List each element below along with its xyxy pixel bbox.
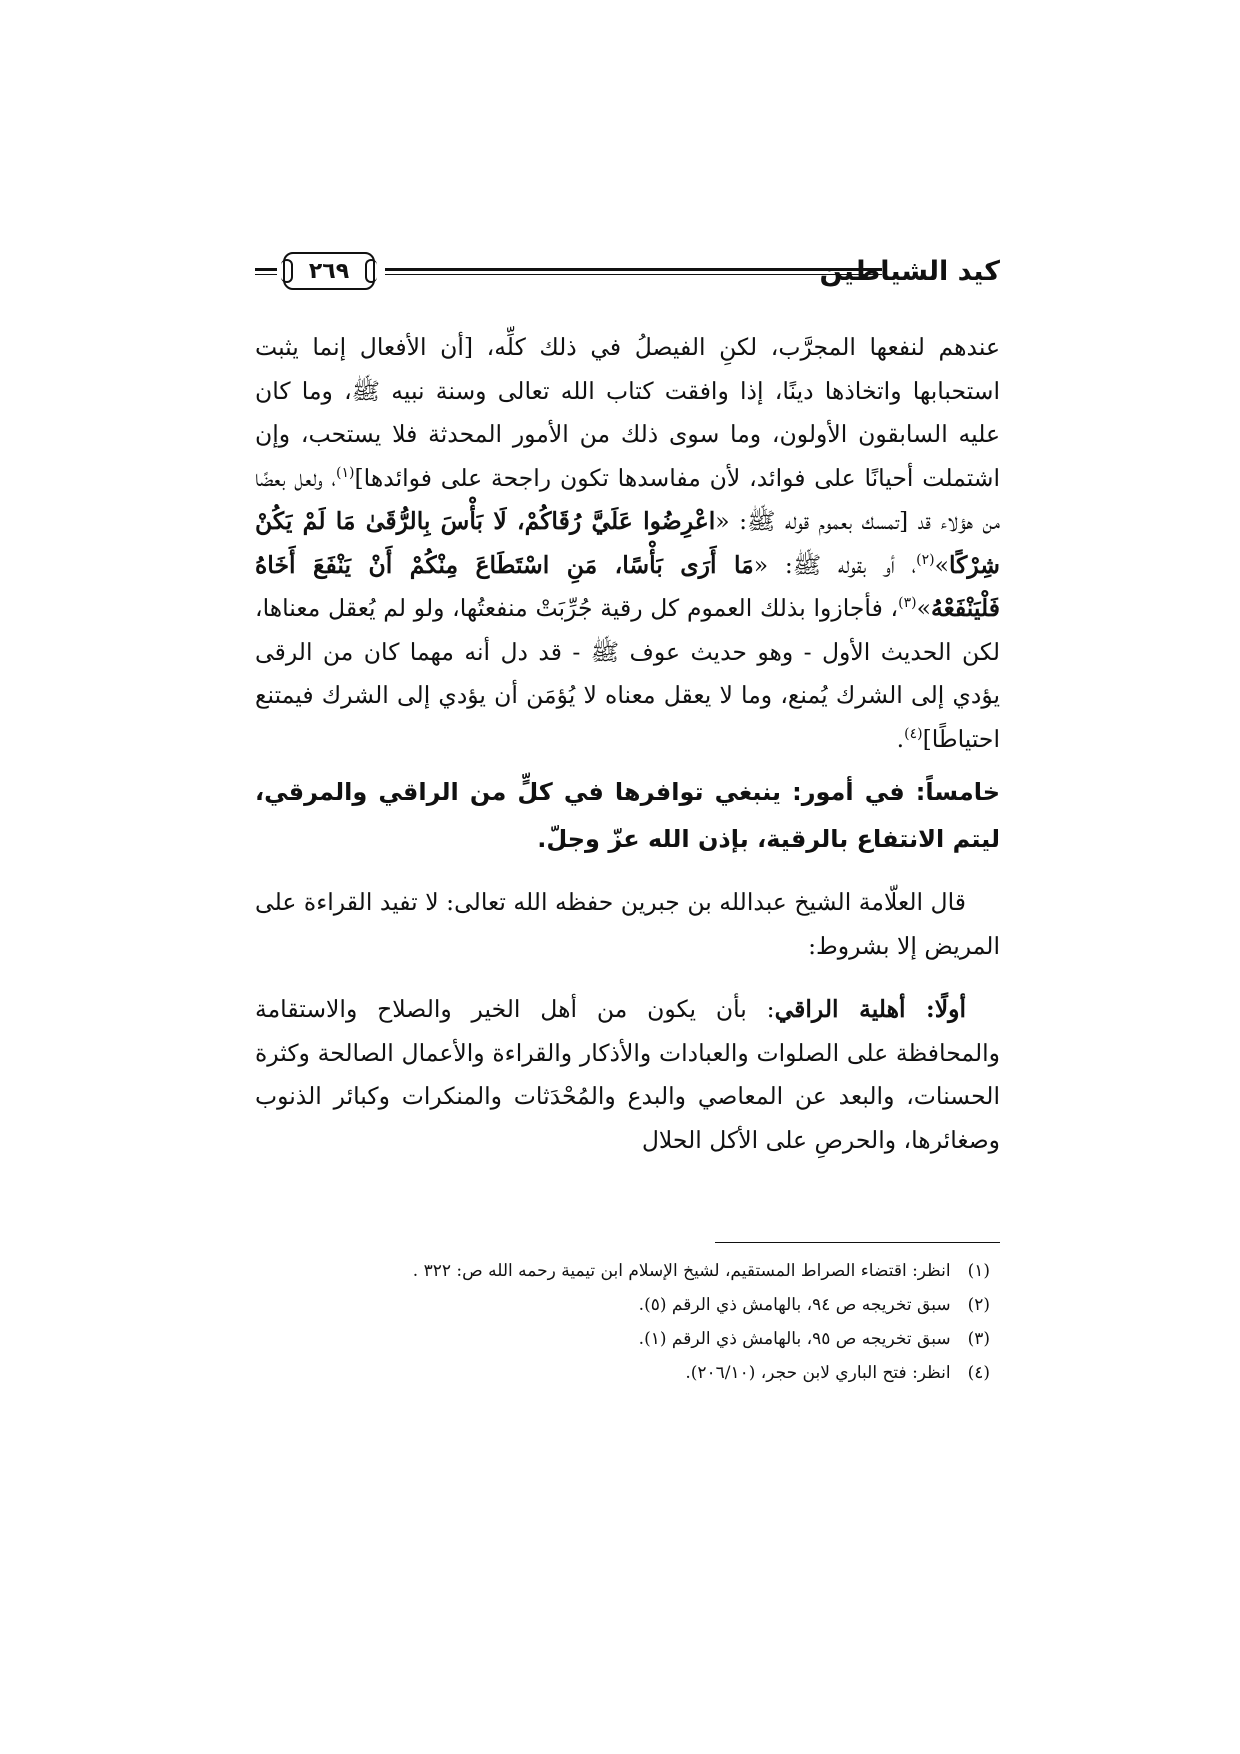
text-run: »	[934, 550, 949, 579]
text-run: ، أو بقوله ﷺ: «	[753, 550, 917, 579]
footnotes-list	[290, 1254, 990, 1390]
body-text	[255, 326, 1000, 1162]
footnote-number: (٤)	[967, 1363, 990, 1383]
footnote-text: سبق تخريجه ص ٩٥، بالهامش ذي الرقم (١).	[638, 1329, 951, 1349]
text-run: ، فأجازوا بذلك العموم كل رقية جُرِّبَتْ منفعتُها، ولو لم يُعقل معناها، لكن الحديث الأول - وهو حديث عوف ﷺ - قد دل أنه مهما كان من الرقى يؤدي إلى الشرك يُمنع، وما لا يعقل معناه لا يُؤمَن أن يؤدي إلى الشرك فيمتنع احتياطًا]	[255, 594, 1000, 753]
condition-text: : بأن يكون من أهل الخير والصلاح والاستقامة والمحافظة على الصلوات والعبادات والأذكار والقراءة والأعمال الصالحة وكثرة الحسنات، والبعد عن المعاصي والبدع والمُحْدَثات والمنكرات وكبائر الذنوب وصغائرها، والحرصِ على الأكل الحلال	[255, 995, 1000, 1154]
page-number-badge	[283, 252, 375, 290]
text-run: »	[916, 594, 931, 622]
footnote-text: انظر: اقتضاء الصراط المستقيم، لشيخ الإسلام ابن تيمية رحمه الله ص: ٣٢٢ .	[412, 1261, 951, 1281]
footnote-number: (٢)	[967, 1295, 990, 1315]
header-rule-tail	[255, 268, 277, 275]
footnote-item	[290, 1356, 990, 1390]
footnote-number: (١)	[967, 1261, 990, 1281]
hadith-quote-2: مَا أَرَى بَأْسًا، مَنِ اسْتَطَاعَ مِنْكُمْ أَنْ يَنْفَعَ أَخَاهُ فَلْيَنْفَعْهُ	[255, 550, 1000, 622]
paragraph-quote: قال العلّامة الشيخ عبدالله بن جبرين حفظه الله تعالى: لا تفيد القراءة على المريض إلا بشروط:	[255, 888, 1000, 960]
page-number: ٢٦٩	[308, 258, 350, 284]
text-run: .	[896, 724, 905, 753]
text-run: ، ولعل بعضًا من هؤلاء قد [تمسك بعموم قوله ﷺ: «	[255, 463, 1001, 535]
text-run: عندهم لنفعها المجرَّب، لكنِ الفيصلُ في ذلك كلِّه، [أن الأفعال إنما يثبت استحبابها واتخاذها دينًا، إذا وافقت كتاب الله تعالى وسنة نبيه ﷺ، وما كان عليه السابقون الأولون، وما سوى ذلك من الأمور المحدثة فلا يستحب، وإن اشتملت أحيانًا على فوائد، لأن مفاسدها تكون راجحة على فوائدها]	[255, 333, 1000, 492]
condition-label: أولًا: أهلية الراقي	[774, 995, 966, 1023]
hadith-quote-1: اعْرِضُوا عَلَيَّ رُقَاكُمْ، لَا بَأْسَ بِالرُّقَىٰ مَا لَمْ يَكُنْ شِرْكًا	[255, 507, 1000, 579]
footnote-ref-2[interactable]: (٢)	[916, 551, 935, 568]
footnote-text: انظر: فتح الباري لابن حجر، (٢٠٦/١٠).	[685, 1363, 951, 1383]
footnote-text: سبق تخريجه ص ٩٤، بالهامش ذي الرقم (٥).	[638, 1295, 951, 1315]
paragraph-first-condition	[255, 988, 1000, 1162]
paragraph-ruling	[255, 326, 1000, 761]
footnote-item	[290, 1254, 990, 1288]
header-rule	[385, 268, 882, 275]
section-heading: خامساً: في أمور: ينبغي توافرها في كلٍّ من الراقي والمرقي، ليتم الانتفاع بالرقية، بإذن الله عزّ وجلّ.	[255, 778, 1000, 853]
footnote-number: (٣)	[967, 1329, 990, 1349]
footnote-ref-3[interactable]: (٣)	[898, 595, 917, 611]
footnote-item	[290, 1322, 990, 1356]
footnote-ref-1[interactable]: (١)	[336, 464, 355, 481]
footnote-ref-4[interactable]: (٤)	[904, 725, 923, 742]
footnote-item	[290, 1288, 990, 1322]
running-header	[255, 252, 1000, 296]
footnote-separator	[715, 1242, 1000, 1243]
book-title: كيد الشياطين	[819, 256, 1000, 287]
